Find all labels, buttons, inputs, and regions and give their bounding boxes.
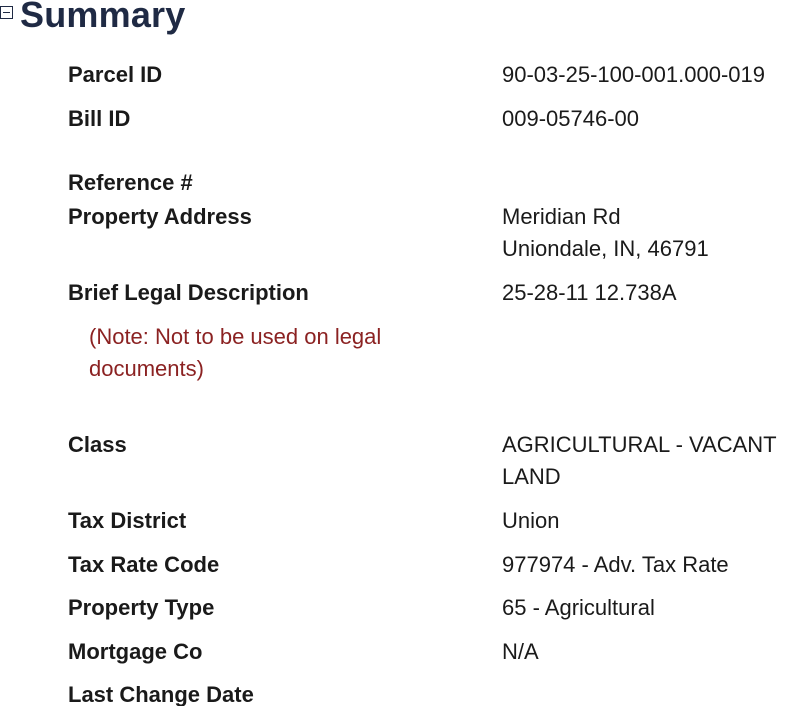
tax-rate-code-value: 977974 - Adv. Tax Rate — [502, 552, 729, 577]
property-type-value: 65 - Agricultural — [502, 595, 655, 620]
collapse-minus-icon[interactable] — [0, 6, 13, 19]
property-address-label: Property Address — [68, 204, 252, 229]
brief-legal-value: 25-28-11 12.738A — [502, 280, 677, 305]
property-address-line1: Meridian Rd — [502, 204, 621, 229]
class-value-line2: LAND — [502, 464, 561, 489]
property-type-label: Property Type — [68, 595, 215, 620]
mortgage-co-label: Mortgage Co — [68, 639, 203, 664]
property-address-line2: Uniondale, IN, 46791 — [502, 236, 709, 261]
parcel-id-label: Parcel ID — [68, 62, 163, 87]
bill-id-label: Bill ID — [68, 106, 131, 131]
class-label: Class — [68, 432, 127, 457]
tax-district-label: Tax District — [68, 508, 187, 533]
last-change-date-label: Last Change Date — [68, 682, 254, 706]
parcel-id-value: 90-03-25-100-001.000-019 — [502, 62, 765, 87]
bill-id-value: 009-05746-00 — [502, 106, 640, 131]
mortgage-co-value: N/A — [502, 639, 539, 664]
section-title: Summary — [20, 0, 186, 35]
tax-district-value: Union — [502, 508, 560, 533]
tax-rate-code-label: Tax Rate Code — [68, 552, 220, 577]
reference-label: Reference # — [68, 170, 193, 195]
legal-note-line2: documents) — [89, 356, 204, 381]
class-value-line1: AGRICULTURAL - VACANT — [502, 432, 777, 457]
legal-note-line1: (Note: Not to be used on legal — [89, 324, 382, 349]
brief-legal-label: Brief Legal Description — [68, 280, 309, 305]
